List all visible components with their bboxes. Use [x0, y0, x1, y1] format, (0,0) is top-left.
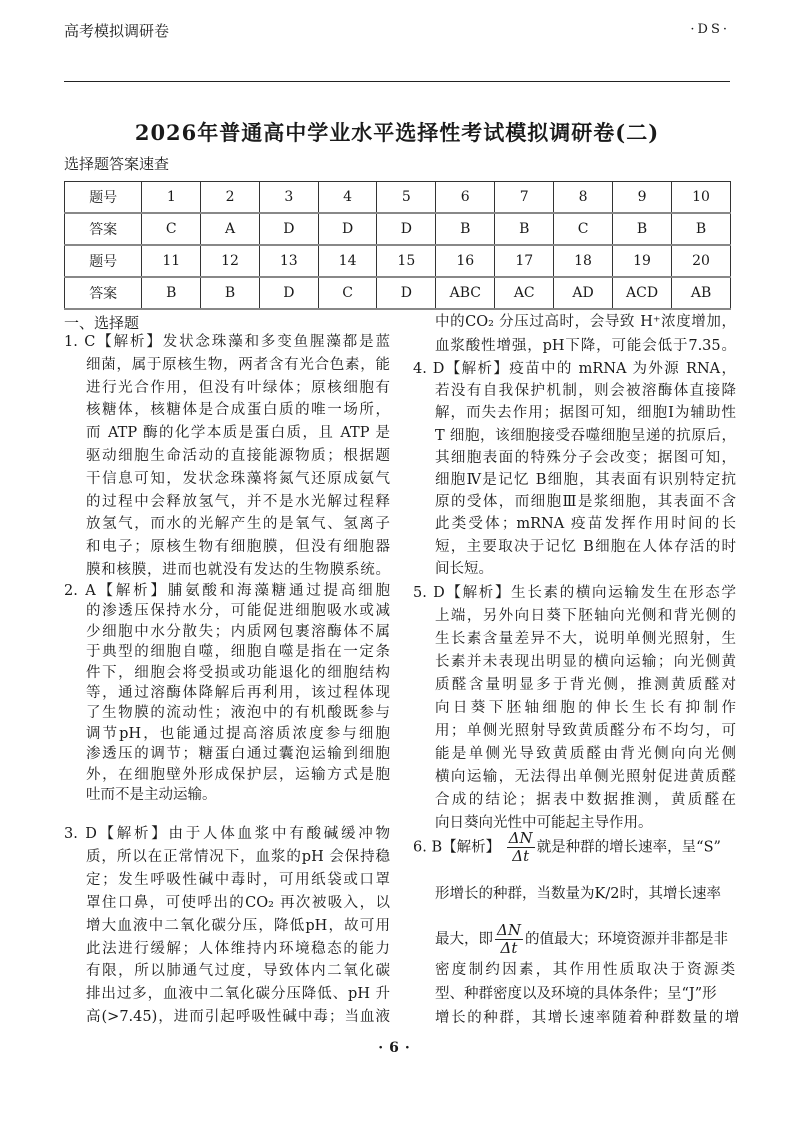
delta-n-over-delta-t-fraction — [495, 922, 523, 957]
text-line: 细菌，属于原核生物，两者含有光合色素，能 — [86, 356, 390, 373]
text-line: 4. D【解析】疫苗中的 mRNA 为外源 RNA， — [413, 361, 736, 377]
text-line: 长素并未表现出明显的横向运输；向光侧黄 — [435, 654, 736, 670]
table-row — [65, 277, 731, 309]
text-line: 调节pH，也能通过提高溶质浓度参与细胞 — [86, 725, 390, 742]
answer-cell: B — [612, 213, 671, 245]
answer-cell: A — [201, 213, 260, 245]
answer-explanation-1 — [64, 331, 390, 582]
text-line: 质，所以在正常情况下，血浆的pH 会保持稳 — [86, 848, 390, 865]
text-line: 外，在细胞壁外形成保护层，运输方式是胞 — [86, 766, 390, 783]
text-line: 解，而失去作用；据图可知，细胞Ⅰ为辅助性 — [435, 405, 736, 422]
answer-explanation-5 — [413, 582, 736, 835]
answer-cell: B — [201, 277, 260, 309]
explanation-6-line-3 — [435, 922, 728, 957]
text-line: 吐而不是主动运输。 — [86, 787, 217, 804]
text-line: 高(>7.45)，进而引起呼吸性碱中毒；当血液 — [86, 1009, 390, 1026]
question-number-cell: 20 — [672, 245, 731, 277]
text-line: 生长素含量差异不大，说明单侧光照射，生 — [435, 631, 736, 647]
question-number-cell: 18 — [554, 245, 613, 277]
answer-explanation-2 — [64, 581, 390, 805]
question-number-cell: 1 — [142, 182, 201, 214]
text-line: 用；单侧光照射导致黄质醛分布不均匀，可 — [435, 723, 736, 739]
answer-cell: ACD — [612, 277, 671, 309]
text-line: 其细胞表面的特殊分子会改变；据图可知， — [435, 449, 736, 466]
answer-cell: B — [142, 277, 201, 309]
answer-table — [64, 181, 731, 310]
text-line: 的渗透压保持水分，可能促进细胞吸水或减 — [86, 603, 390, 620]
question-number-cell: 3 — [259, 182, 318, 214]
question-number-cell: 2 — [201, 182, 260, 214]
question-number-cell: 17 — [495, 245, 554, 277]
text-line: 定；发生呼吸性碱中毒时，可用纸袋或口罩 — [86, 871, 390, 888]
text-line: 的过程中会释放氢气，并不是水光解过程释 — [86, 493, 390, 510]
text-line: 中的CO₂ 分压过高时，会导致 H⁺浓度增加， — [435, 314, 736, 330]
question-number-cell: 11 — [142, 245, 201, 277]
answer-cell: B — [436, 213, 495, 245]
section-heading: 一、选择题 — [64, 314, 140, 332]
text-line: 能是单侧光导致黄质醛由背光侧向向光侧 — [435, 746, 736, 762]
text-line: 等，通过溶酶体降解后再利用，该过程体现 — [86, 685, 390, 702]
answer-cell: AD — [554, 277, 613, 309]
text-line: 于典型的细胞自噬，细胞自噬是指在一定条 — [86, 644, 390, 661]
text-line: 驱动细胞生命活动的直接能源物质；根据题 — [86, 447, 390, 464]
page-number: ·6· — [378, 1040, 416, 1056]
text-line: 干信息可知，发状念珠藻将氮气还原成氨气 — [86, 470, 390, 487]
text-line: 短，主要取决于记忆 B细胞在人体存活的时 — [435, 538, 736, 555]
answer-cell: C — [142, 213, 201, 245]
question-number-cell: 6 — [436, 182, 495, 214]
table-row — [65, 213, 731, 245]
text-line: 放氢气，而水的光解产生的是氧气、氢离子 — [86, 516, 390, 533]
text-line: 向日葵下胚轴细胞的伸长生长有抑制作 — [435, 700, 736, 716]
answer-explanation-3 — [64, 823, 390, 1029]
text-line: 少细胞中水分散失；内质网包裹溶酶体不属 — [86, 623, 390, 640]
text-line: 2. A【解析】脯氨酸和海藻糖通过提高细胞 — [64, 583, 390, 599]
explanation-6-text: 最大，即 — [435, 931, 493, 948]
table-row — [65, 182, 731, 214]
answer-explanation-3-continued — [413, 310, 736, 358]
text-line: 排出过多，血液中二氧化碳分压降低、pH 升 — [86, 986, 390, 1003]
text-line: 上端，另外向日葵下胚轴向光侧和背光侧的 — [435, 608, 736, 624]
text-line: 有限，所以肺通气过度，导致体内二氧化碳 — [86, 963, 390, 980]
question-number-cell: 13 — [259, 245, 318, 277]
text-line: 1. C【解析】发状念珠藻和多变鱼腥藻都是蓝 — [64, 334, 390, 350]
explanation-6-text: 的值最大；环境资源并非都是非 — [524, 931, 728, 948]
text-line: 渗透压的调节；糖蛋白通过囊泡运输到细胞 — [86, 746, 390, 763]
text-line: 3. D【解析】由于人体血浆中有酸碱缓冲物 — [64, 826, 390, 842]
answer-cell: AB — [672, 277, 731, 309]
delta-n-over-delta-t-fraction — [507, 830, 535, 865]
explanation-6-line-6: 增长的种群，其增长速率随着种群数量的增 — [435, 1010, 741, 1026]
answer-cell: C — [554, 213, 613, 245]
header-divider — [64, 81, 730, 82]
explanation-6-line-1 — [413, 830, 721, 865]
text-line: 核糖体，核糖体是合成蛋白质的唯一场所， — [86, 402, 390, 419]
text-line: 横向运输，无法得出单侧光照射促进黄质醛 — [435, 769, 736, 785]
text-line: 而 ATP 酶的化学本质是蛋白质，且 ATP 是 — [86, 425, 390, 442]
text-line: 质醛含量明显多于背光侧，推测黄质醛对 — [435, 677, 736, 693]
row-label: 答案 — [65, 213, 142, 245]
question-number-cell: 19 — [612, 245, 671, 277]
fraction-numerator: ΔN — [508, 829, 533, 847]
answer-cell: ABC — [436, 277, 495, 309]
question-number-cell: 9 — [612, 182, 671, 214]
answer-cell: D — [259, 277, 318, 309]
running-header-title: 高考模拟调研卷 — [64, 22, 170, 40]
explanation-6-line-2: 形增长的种群，当数量为K/2时，其增长速率 — [435, 886, 721, 902]
text-line: 间长短。 — [435, 560, 493, 577]
question-number-cell: 15 — [377, 245, 436, 277]
answer-cell: D — [377, 213, 436, 245]
row-label: 题号 — [65, 245, 142, 277]
running-header-code: ·DS· — [690, 22, 730, 37]
page-title: 2026年普通高中学业水平选择性考试模拟调研卷(二) — [134, 120, 660, 145]
answer-table-heading: 选择题答案速查 — [64, 155, 170, 173]
question-number-cell: 7 — [495, 182, 554, 214]
text-line: 若没有自我保护机制，则会被溶酶体直接降 — [435, 383, 736, 400]
text-line: 细胞Ⅳ是记忆 B细胞，其表面有识别特定抗 — [435, 472, 736, 489]
text-line: T 细胞，该细胞接受吞噬细胞呈递的抗原后， — [435, 427, 736, 444]
text-line: 罩住口鼻，可使呼出的CO₂ 再次被吸入，以 — [86, 894, 390, 911]
row-label: 答案 — [65, 277, 142, 309]
explanation-6-text: 就是种群的增长速率，呈“S” — [536, 839, 721, 856]
text-line: 向日葵向光性中可能起主导作用。 — [435, 815, 653, 831]
answer-explanation-4 — [413, 358, 736, 580]
text-line: 血浆酸性增强，pH下降，可能会低于7.35。 — [435, 338, 736, 354]
fraction-numerator: ΔN — [497, 921, 521, 939]
answer-cell: D — [259, 213, 318, 245]
question-number-cell: 16 — [436, 245, 495, 277]
text-line: 增大血液中二氧化碳分压，降低pH，故可用 — [86, 917, 390, 934]
text-line: 合成的结论；据表中数据推测，黄质醛在 — [435, 792, 736, 808]
answer-cell: D — [377, 277, 436, 309]
row-label: 题号 — [65, 182, 142, 214]
answer-cell: B — [495, 213, 554, 245]
text-line: 和电子；原核生物有细胞膜，但没有细胞器 — [86, 539, 390, 556]
answer-cell: C — [318, 277, 377, 309]
explanation-6-line-5: 型、种群密度以及环境的具体条件；呈“J”形 — [435, 986, 717, 1002]
question-number-cell: 14 — [318, 245, 377, 277]
fraction-denominator: Δt — [500, 939, 518, 957]
question-number-cell: 12 — [201, 245, 260, 277]
text-line: 此法进行缓解；人体维持内环境稳态的能力 — [86, 940, 390, 957]
text-line: 了生物膜的流动性；液泡中的有机酸既参与 — [86, 705, 390, 722]
question-number-cell: 5 — [377, 182, 436, 214]
question-number-cell: 4 — [318, 182, 377, 214]
explanation-6-line-4: 密度制约因素，其作用性质取决于资源类 — [435, 962, 738, 978]
answer-cell: B — [672, 213, 731, 245]
text-line: 此类受体；mRNA 疫苗发挥作用时间的长 — [435, 516, 736, 533]
answer-cell: D — [318, 213, 377, 245]
answer-cell: AC — [495, 277, 554, 309]
text-line: 件下，细胞会将受损或功能退化的细胞结构 — [86, 664, 390, 681]
text-line: 进行光合作用，但没有叶绿体；原核细胞有 — [86, 379, 390, 396]
text-line: 5. D【解析】生长素的横向运输发生在形态学 — [413, 585, 736, 601]
explanation-6-prefix: 6. B【解析】 — [413, 839, 501, 856]
question-number-cell: 8 — [554, 182, 613, 214]
fraction-denominator: Δt — [512, 847, 530, 865]
table-row — [65, 245, 731, 277]
question-number-cell: 10 — [672, 182, 731, 214]
text-line: 膜和核膜，进而也就没有发达的生物膜系统。 — [86, 561, 390, 578]
text-line: 原的受体，而细胞Ⅲ是浆细胞，其表面不含 — [435, 494, 736, 511]
